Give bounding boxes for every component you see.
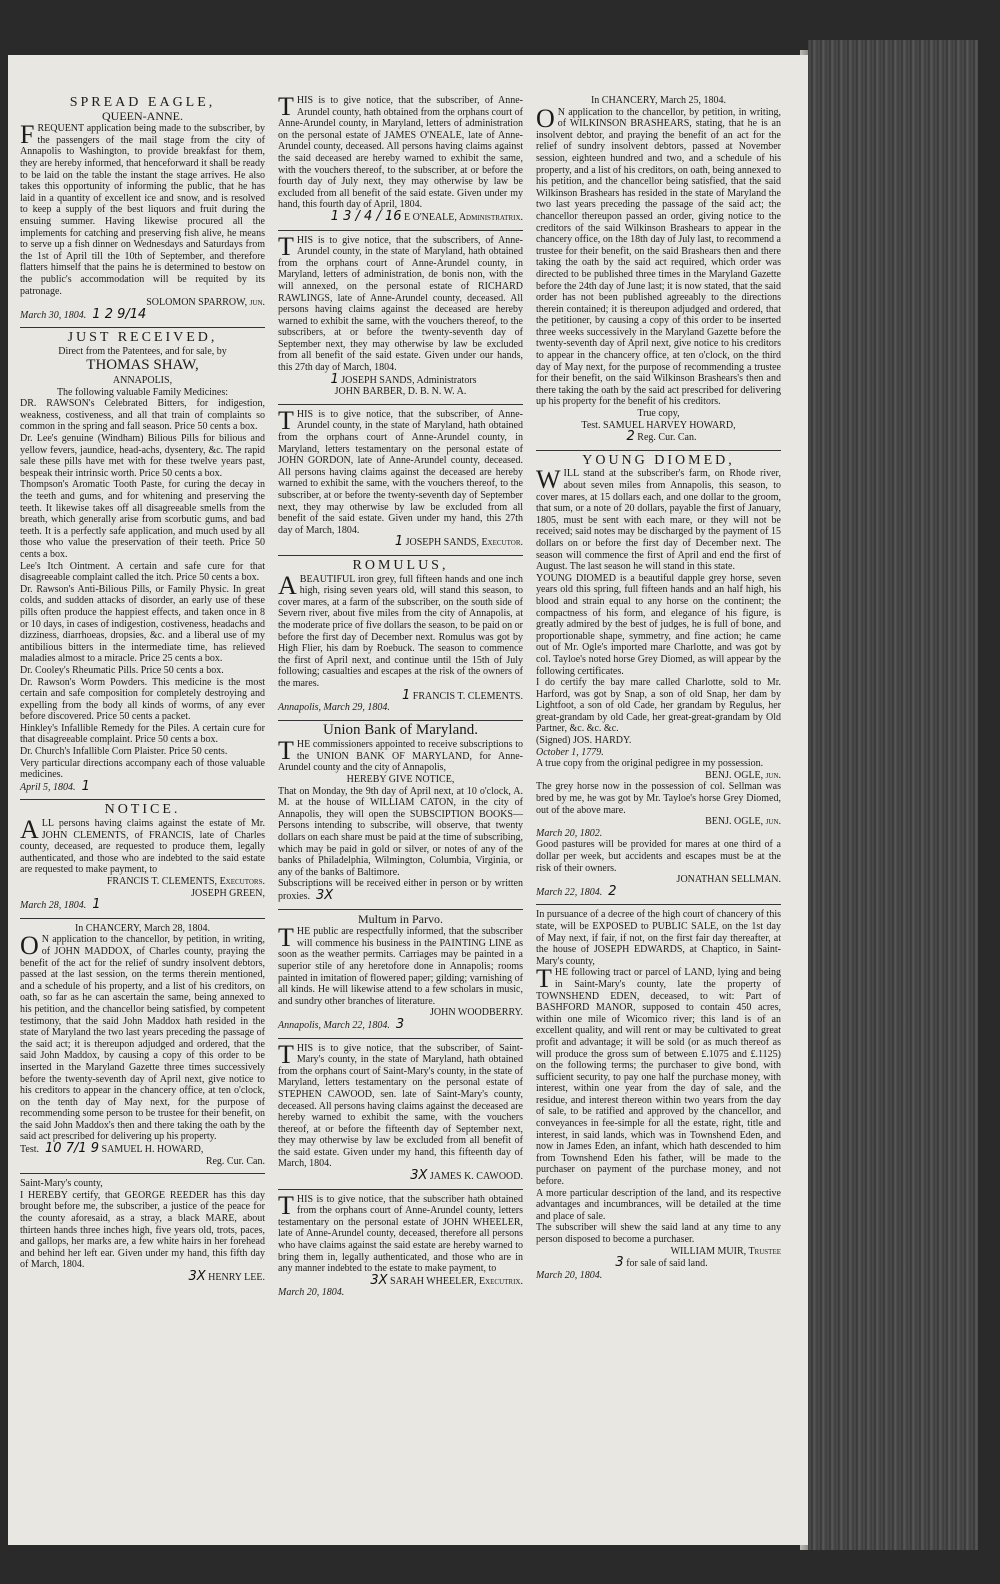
- drop-cap: T: [278, 405, 294, 435]
- handwritten-mark: 3: [615, 1255, 624, 1271]
- medicine-item: Dr. Church's Infallible Corn Plaister. Price 50 cents.: [20, 746, 228, 758]
- book-binding: [808, 40, 978, 1550]
- signer-name: HENRY LEE.: [208, 1272, 265, 1283]
- drop-cap: T: [278, 92, 294, 121]
- ad-body: [536, 103, 781, 408]
- ad-signer: [278, 1170, 523, 1183]
- ad-signer: [536, 420, 781, 432]
- ad-signer: [278, 386, 523, 398]
- drop-cap: T: [278, 923, 294, 953]
- signer-role: D. B. N. W. A.: [407, 386, 467, 398]
- divider: [278, 230, 523, 231]
- ad-signer: BENJ. OGLE, jun.: [705, 816, 781, 828]
- handwritten-mark: 1: [330, 371, 339, 387]
- column-2: [278, 92, 523, 1305]
- date-text: March 28, 1804.: [20, 900, 87, 912]
- medicine-item: Dr. Rawson's Anti-Bilious Pills, or Family Physic. In great colds, and sudden attacks of disorder, an early use of these pills often produce the happiest effects, and taken once in 8 or 10 days, in cases of indigestion, costiveness, headachs and dizziness, diarrhoeas, dropsies, &c. and a liberal use of my antibilious bitters in the intermediate time, has relieved maladies almost to a miracle. Price 25 cents a box.: [20, 583, 265, 665]
- ad-chancery-maddox: [20, 923, 265, 1167]
- ad-chancery-brashears: [536, 95, 781, 444]
- drop-cap: O: [20, 931, 39, 961]
- ad-signer: JONATHAN SELLMAN.: [676, 874, 781, 886]
- ad-text: YOUNG DIOMED is a beautiful dapple grey horse, seven years old this spring, full fifteen hands and an half high, his blood and strain equal to any horse on the continent; the compactness of his form, and elegance of his figure, is greatly admired by the best of judges, he is full of bone, and proportionable shape, symmetry, and fine action; he came out of Mr. Ogle's imported mare Charlotte, and was got by col. Tayloe's noted horse Grey Diomed, as will appear by the following certificates.: [536, 572, 781, 677]
- ad-text: The subscriber will shew the said land at any time to any person disposed to become a purchaser.: [536, 1222, 781, 1245]
- ad-date: [20, 306, 265, 322]
- ad-wheeler: [278, 1190, 523, 1299]
- ad-text: BEAUTIFUL iron grey, full fifteen hands and one inch high, rising seven years old, will stand this season, to cover mares, at a farm of the subscriber, on the south side of Severn river, about five miles from the city of Annapolis, at the moderate price of five dollars the season, to be paid on or before the first day of December next. Romulus was got by High Flier, his dam by Roebuck. The season to commence the first of April next, and continue until the 15th of July following; casualties and escapes at the risk of the owners of the mares.: [278, 573, 523, 689]
- ad-text: A more particular description of the land, and its respective advantages and incumbrances, will be detailed at the time and place of sale.: [536, 1187, 781, 1222]
- ad-body: [20, 931, 265, 1143]
- medicine-item: Hinkley's Infallible Remedy for the Piles. A certain cure for that disagreeable complaint. Price 50 cents a box.: [20, 722, 265, 746]
- ad-signer: [278, 687, 523, 703]
- divider: [20, 799, 265, 800]
- ad-signer: [20, 1271, 265, 1284]
- signer-name: E O'NEALE, Administratrix.: [403, 211, 523, 223]
- handwritten-mark: 10 7/1 9: [45, 1141, 100, 1157]
- ad-rawlings: [278, 231, 523, 398]
- ad-body: [278, 1039, 523, 1171]
- ad-body: [278, 92, 523, 211]
- handwritten-mark: 1: [92, 897, 101, 913]
- ad-true-copy: True copy,: [637, 408, 680, 420]
- ad-text: HIS is to give notice, that the subscriber hath obtained from the orphans court of Anne-Arundel county, letters testamentary on the personal estate of JOHN WHEELER, late of Anne-Arundel county, deceased, therefore all persons who have claims against the said estate are hereby warned to bring them in, legally authenticated, and those who are in any manner indebted to the estate to make payment, to: [278, 1193, 523, 1275]
- date-text: March 22, 1804.: [536, 886, 603, 898]
- signer-name: FRANCIS T. CLEMENTS,: [106, 876, 218, 887]
- divider: [278, 555, 523, 556]
- ad-role: [536, 1257, 781, 1270]
- ad-spread-eagle: [20, 97, 265, 321]
- signer-role: Reg. Cur. Can.: [205, 1155, 265, 1167]
- ad-body: [278, 405, 523, 537]
- ad-role: [536, 431, 781, 444]
- ad-text: [278, 878, 523, 902]
- ad-body: [278, 736, 523, 774]
- ad-title: SPREAD EAGLE,: [69, 95, 216, 110]
- ad-date: October 1, 1779.: [536, 746, 604, 758]
- ad-intro: The following valuable Family Medicines:: [56, 386, 229, 398]
- ad-notice: [20, 804, 265, 911]
- ad-text: HIS is to give notice, that the subscriber, of Anne-Arundel county, in the state of Maryland, hath obtained from the orphans court of Anne-Arundel county, in Maryland, letters testamentary on the personal estate of JOHN GORDON, late of Anne-Arundel county, deceased. All persons having claims against the deceased are hereby warned to exhibit the same, with the vouchers thereof, to the subscriber, at or before the twenty-seventh day of September next, they may otherwise by law be excluded from all benefit of the said estate. Given under my hand, this 27th day of March, 1804.: [278, 408, 523, 536]
- date-text: March 30, 1804.: [20, 309, 87, 321]
- ad-gordon: [278, 405, 523, 550]
- divider: [278, 404, 523, 405]
- ad-text: HE commissioners appointed to receive subscriptions to the UNION BANK OF MARYLAND, for Anne-Arundel county and the city of Annapolis,: [278, 739, 523, 774]
- ad-text: N application to the chancellor, by petition, in writing, of WILKINSON BRASHEARS, stating, that he is an insolvent debtor, and praying the benefit of an act for the relief of sundry insolvent debtors, passed at November session, eighteen hundred and two, and a schedule of his property, and a list of his creditors, on oath, being annexed to his petition, and the chancellor being satisfied, that the said Wilkinson Brashears has resided in the state of Maryland the two last years preceding the passage of the said act; the chancellor thereupon passed an order, giving notice to the creditors of the said Wilkinson Brashears to appear in the chancery office, on the 18th day of July last, to recommend a trustee for their benefit, on the said Brashears then and there taking the oath by the said act required, which order was directed to be published three times in the Maryland Gazette before the 24th day of June last; it is now stated, that the said order has not been published agreeably to the directions therein contained; it is thereupon adjudged and ordered, that the petitioner, by causing a copy of this order to be inserted three weeks successively in the Maryland Gazette before the twenty-seventh day of April next, give notice to his creditors to appear in the chancery office, at ten o'clock, on the third day of May next, for the purpose of recommending a trustee for their benefit, on the said Wilkinson Brashears's then and there taking the oath by the said act prescribed for delivering up his property for the benefit of his creditors.: [536, 106, 781, 408]
- signer-role: for sale of said land.: [626, 1258, 708, 1270]
- drop-cap: T: [536, 964, 552, 994]
- drop-cap: T: [278, 231, 294, 261]
- drop-cap: W: [536, 465, 561, 495]
- handwritten-mark: 2: [626, 429, 635, 445]
- ad-text: LL persons having claims against the estate of Mr. JOHN CLEMENTS, of FRANCIS, late of Charles county, deceased, are requested to produce them, legally authenticated, and those who are indebted to the said estate are requested to make payment, to: [20, 818, 265, 876]
- handwritten-mark: 3: [395, 1016, 405, 1032]
- ad-body: [20, 120, 265, 297]
- ad-oneale: [278, 92, 523, 224]
- ad-young-diomed: [536, 452, 781, 899]
- ad-date: [536, 883, 781, 899]
- ad-subtitle: QUEEN-ANNE.: [102, 108, 183, 123]
- ad-just-received: [20, 332, 265, 793]
- divider: [536, 904, 781, 905]
- column-1: [20, 95, 265, 1290]
- test-label: Test.: [581, 419, 601, 431]
- ad-date: [20, 778, 265, 794]
- ad-text: I HEREBY certify, that GEORGE REEDER has this day brought before me, the subscriber, a justice of the peace for the county aforesaid, as a stray, a black MARE, about thirteen hands three inches high, five years old, trots, paces, and gallops, her marks are, a few white hairs in her forehead and behind her left ear. Given under my hand, this fifth day of March, 1804.: [20, 1189, 265, 1271]
- signer-name: SARAH WHEELER, Executrix.: [390, 1275, 523, 1287]
- ad-text: REQUENT application being made to the subscriber, by the passengers of the mail stage from the city of Annapolis to Washington, to provide breakfast for them, they are hereby informed, that henceforward it shall be ready to be laid on the table the instant the stage arrives. He also takes this opportunity of informing the public, that he has laid in a quantity of excellent ice and snow, and is resolved to keep a supply of the best liquors and fruit during the ensuing summer. Having likewise procured all the implements for catching and preserving fish alive, he means to serve up a fish dinner on Wednesdays and Saturdays from the 1st of April till the 10th of September, and therefore flatters himself that the pains he is determined to bestow on the public's accommodation will be requited by its patronage.: [20, 123, 265, 297]
- ad-place: ANNAPOLIS,: [112, 375, 173, 387]
- ad-date: March 20, 1802.: [536, 827, 603, 839]
- divider: [278, 720, 523, 721]
- drop-cap: T: [278, 1190, 294, 1220]
- signer-name: JOSEPH SANDS,: [341, 374, 415, 386]
- ad-text: HIS is to give notice, that the subscriber, of Anne-Arundel county, hath obtained from the orphans court of Anne-Arundel county, in Maryland, letters of administration on the personal estate of JAMES O'NEALE, late of Anne-Arundel county, deceased. All persons having claims against the said deceased are hereby warned to exhibit the same, with the vouchers thereof, to the subscriber, at or before the fourth day of July next, they may otherwise by law be excluded from all benefit of the said estate. Given under my hand, this fourth day of April, 1804.: [278, 95, 523, 211]
- signer-name: SAMUEL HARVEY HOWARD,: [602, 419, 736, 431]
- divider: [20, 1173, 265, 1174]
- ad-line: Direct from the Patentees, and for sale, by: [58, 345, 227, 357]
- signer-name: JOHN BARBER,: [334, 386, 406, 398]
- ad-subheading: HEREBY GIVE NOTICE,: [346, 774, 455, 786]
- ad-signer: [278, 536, 523, 549]
- ad-title: Multum in Parvo.: [357, 911, 443, 926]
- signer-name: FRANCIS T. CLEMENTS.: [412, 690, 523, 702]
- ad-body: [536, 964, 781, 1188]
- ad-body: [278, 1190, 523, 1275]
- ad-test: [20, 1143, 265, 1156]
- drop-cap: T: [278, 1039, 294, 1069]
- ad-signer: JOSEPH GREEN,: [191, 887, 265, 899]
- medicine-item: Thompson's Aromatic Tooth Paste, for curing the decay in the teeth and gums, and for whitening and preserving the teeth. It likewise takes off all disagreeable smells from the breath, which generally arise from scorbutic gums, and bad teeth. It is a perfectly safe application, and much used by all those who value the preservation of their teeth. Price 50 cents a box.: [20, 479, 265, 560]
- ad-text: N application to the chancellor, by petition, in writing, of JOHN MADDOX, of Charles county, praying the benefit of the act for the relief of sundry insolvent debtors, passed at the last session, on the terms therein mentioned, and a schedule of his property, and a list of his creditors, on oath, so far as he can ascertain the same, being annexed to his petition, and the chancellor being satisfied, by competent testimony, that the said John Maddox hath resided in the state of Maryland the two last years preceding the passage of the said act; it is thereupon adjudged and ordered, that the said John Maddox, by causing a copy of this order to be inserted in the Maryland Gazette three times successively before the twenty-seventh day of April next, give notice to his creditors to appear in the chancery office, at ten o'clock, on the tenth day of May next, for the purpose of recommending some person to be trustee for their benefit, on the said John Maddox's then and there taking the oath by the said act prescribed for delivering up his property.: [20, 934, 265, 1143]
- ad-intro: In pursuance of a decree of the high court of chancery of this state, will be EXPOSED to PUBLIC SALE, on the 1st day of May next, if fair, if not, on the first fair day thereafter, at the house of JOSEPH EDWARDS, at Chaptico, in Saint-Mary's county,: [536, 909, 781, 967]
- ad-body: [536, 465, 781, 573]
- ad-title: JUST RECEIVED,: [67, 330, 218, 346]
- ad-name: THOMAS SHAW,: [86, 357, 199, 374]
- signer-role: Administrators: [416, 374, 477, 386]
- ad-muir-sale: [536, 909, 781, 1281]
- divider: [20, 327, 265, 328]
- ad-cawood: [278, 1039, 523, 1184]
- ad-signer: [278, 371, 523, 387]
- ad-signer: SOLOMON SPARROW, jun.: [146, 297, 265, 309]
- medicine-item: Dr. Cooley's Rheumatic Pills. Price 50 cents a box.: [20, 664, 224, 676]
- date-text: April 5, 1804.: [20, 781, 76, 793]
- divider: [536, 450, 781, 451]
- divider: [20, 918, 265, 919]
- drop-cap: A: [20, 815, 39, 845]
- ad-signer: BENJ. OGLE, jun.: [705, 769, 781, 781]
- ad-text: HIS is to give notice, that the subscriber, of Saint-Mary's county, in the state of Maryland, hath obtained from the orphans court of Saint-Mary's county, in the state of Maryland, letters testamentary on the personal estate of STEPHEN CAWOOD, sen. late of Saint-Mary's county, deceased. All persons having claims against the deceased are hereby warned to exhibit the same, with the vouchers thereof, at or before the fifteenth day of September next, they may otherwise by law be excluded from all benefit of the said estate. Given under my hand, this fifteenth day of March, 1804.: [278, 1042, 523, 1170]
- ad-signed: [536, 735, 781, 747]
- drop-cap: T: [278, 736, 294, 766]
- ad-body: [278, 570, 523, 690]
- ad-title: YOUNG DIOMED,: [582, 452, 735, 468]
- ad-text: HE following tract or parcel of LAND, lying and being in Saint-Mary's county, late the property of TOWNSHEND EDEN, deceased, to wit: Part of BASHFORD MANOR, supposed to contain 450 acres, within one mile of Wicomico river; this land is of an excellent quality, and will rent or may be cultivated to great profit and advantage; it will be sold (or as much thereof as will produce the gross sum of between £.1075 and £.1125) on the following terms; the purchaser to give bond, with sufficient security, to pay one half the purchase money, with interest, within one year from the day of sale, and the residue, and interest thereon within two years from the day of sale, to be ratified and approved by the chancellor, and conveyances in fee-simple for all the estate, right, title and interest, in said lands, which was in Townshend Eden, and now in James Eden, an infant, which hath descended to him from Townshend Eden his father, will be made to the purchaser on payment of the purchase money, and not before.: [536, 967, 781, 1188]
- ad-heading: In CHANCERY, March 25, 1804.: [590, 95, 727, 106]
- signer-name: SAMUEL H. HOWARD,: [101, 1144, 204, 1156]
- ad-union-bank: [278, 721, 523, 903]
- handwritten-mark: 1 3 / 4 / 16: [330, 208, 402, 224]
- medicine-item: Dr. Rawson's Worm Powders. This medicine is the most certain and safe composition for completely destroying and expelling from the body all kinds of worms, of any ever before discovered. Price 50 cents a packet.: [20, 676, 265, 723]
- ad-title: ROMULUS,: [352, 557, 449, 573]
- ad-date: March 20, 1804.: [536, 1269, 603, 1281]
- column-3: [536, 95, 781, 1287]
- ad-footer: Very particular directions accompany each of those valuable medicines.: [20, 757, 265, 781]
- ad-date: Annapolis, March 29, 1804.: [278, 702, 390, 714]
- handwritten-mark: 1: [394, 534, 404, 550]
- signer-name: JOSEPH SANDS, Executor.: [405, 537, 523, 549]
- ad-signer: [278, 1272, 523, 1288]
- drop-cap: F: [20, 120, 35, 150]
- signed-label: (Signed): [536, 735, 571, 747]
- medicine-item: Dr. Lee's genuine (Windham) Bilious Pills for bilious and yellow fevers, jaundice, head-achs, dysentery, &c. The rapid sale these pills have met with for these twelve years past, bespeak their intrinsic worth. Price 50 cents a box.: [20, 433, 265, 479]
- ad-text: That on Monday, the 9th day of April next, at 10 o'clock, A. M. at the house of WILLIAM CATON, in the city of Annapolis, they will open the SUBSCIPTION BOOKS—Persons intending to subscribe, will observe, that twenty dollars on each share must be paid at the time of subscribing, which may be paid in gold or silver, or notes of any of the banks of Philadelphia, Wilmington, Columbia, Virginia, or any of the banks of Baltimore.: [278, 785, 523, 878]
- signer-role: Reg. Cur. Can.: [637, 432, 697, 444]
- date-text: Annapolis, March 22, 1804.: [278, 1019, 390, 1031]
- ad-text-part: Subscriptions will be received either in person or by written proxies.: [278, 878, 523, 902]
- ad-multum-in-parvo: [278, 911, 523, 1032]
- ad-heading: In CHANCERY, March 28, 1804.: [74, 922, 211, 934]
- drop-cap: O: [536, 103, 555, 133]
- ad-signer: [20, 876, 265, 888]
- ad-romulus: [278, 557, 523, 714]
- signer-name: JOS. HARDY.: [572, 735, 632, 747]
- handwritten-mark: 1: [81, 778, 90, 794]
- divider: [278, 1189, 523, 1190]
- divider: [278, 909, 523, 910]
- handwritten-mark: 2: [608, 883, 617, 899]
- handwritten-mark: 3X: [410, 1168, 428, 1184]
- ad-text: HIS is to give notice, that the subscribers, of Anne-Arundel county, in the state of Maryland, hath obtained from the orphans court of Anne-Arundel county, in Maryland, letters of administration, de bonis non, with the will annexed, on the personal estate of RICHARD RAWLINGS, late of Anne-Arundel county, deceased. All persons having claims against the deceased are hereby warned to exhibit the same, with the vouchers thereof, to the subscribers, at or before the twenty-seventh day of September next, they may otherwise by law be excluded from all benefit of the said estate. Given under our hands, this 27th day of March, 1804.: [278, 234, 523, 374]
- ad-text: ILL stand at the subscriber's farm, on Rhode river, about seven miles from Annapolis, this season, to cover mares, at 15 dollars each, and one dollar to the groom, that sum, or a note of 20 dollars, payable the first of January, 1805, must be sent with each mare, or they will not be received; said notes may be discharged by the payment of 15 dollars on or before the first day of December next. The season will commence the first of April and end the first of August. The last season he will stand in this state.: [536, 468, 781, 573]
- ad-signer: WILLIAM MUIR, Trustee: [670, 1245, 781, 1257]
- ad-text: HE public are respectfully informed, that the subscriber will commence his business in the PAINTING LINE as soon as the weather permits. Carriages may be painted in a superior stile of any heretofore done in Annapolis; rooms painted in imitation of flowered paper; gilding; varnishing of all kinds. He will likewise attend to a few scholars in music, and sundry other branches of literature.: [278, 926, 523, 1007]
- ad-title: NOTICE.: [104, 802, 181, 818]
- signer-name: JAMES K. CAWOOD.: [429, 1171, 523, 1183]
- ad-body: [278, 923, 523, 1007]
- ad-signer: [278, 208, 523, 224]
- signer-role: Executors.: [219, 876, 265, 887]
- ad-date: [278, 1016, 523, 1032]
- ad-date: March 20, 1804.: [278, 1287, 345, 1299]
- newspaper-page: [8, 55, 808, 1545]
- medicine-item: DR. RAWSON's Celebrated Bitters, for indigestion, weakness, costiveness, and all that train of complaints so common in the spring and fall season. Price 50 cents a box.: [20, 398, 265, 433]
- ad-signer: JOHN WOODBERRY.: [430, 1007, 523, 1019]
- divider: [278, 1038, 523, 1039]
- test-label: Test.: [20, 1144, 40, 1156]
- ad-text: A true copy from the original pedigree in my possession.: [536, 758, 764, 770]
- ad-date: [20, 899, 265, 912]
- ad-text: The grey horse now in the possession of col. Sellman was bred by me, he was got by Mr. Tayloe's horse Grey Diomed, out of the above mare.: [536, 781, 781, 816]
- ad-title: Union Bank of Maryland.: [323, 721, 478, 738]
- handwritten-mark: 1: [402, 687, 411, 703]
- ad-text: I do certify the bay mare called Charlotte, sold to Mr. Harford, was got by Snap, a son of old Snap, her dam by Lightfoot, a son of old Cade, her grandam by Regulus, her great-grandam by old Cade, her great-great-grandam by Old Partner, &c. &c. &c.: [536, 677, 781, 735]
- medicine-item: Lee's Itch Ointment. A certain and safe cure for that disagreeable complaint called the itch. Price 50 cents a box.: [20, 560, 265, 584]
- ad-body: [278, 231, 523, 374]
- ad-stray-mare: [20, 1178, 265, 1283]
- ad-heading: Saint-Mary's county,: [20, 1178, 103, 1190]
- drop-cap: A: [278, 570, 297, 600]
- ad-text: Good pastures will be provided for mares at one third of a dollar per week, but accidents and escapes must be at the risk of their owners.: [536, 839, 781, 874]
- handwritten-mark: 3X: [315, 888, 334, 903]
- ad-body: [20, 815, 265, 876]
- handwritten-mark: 3X: [188, 1269, 206, 1284]
- handwritten-mark: 3X: [370, 1272, 388, 1288]
- handwritten-mark: 1 2 9/14: [92, 306, 147, 322]
